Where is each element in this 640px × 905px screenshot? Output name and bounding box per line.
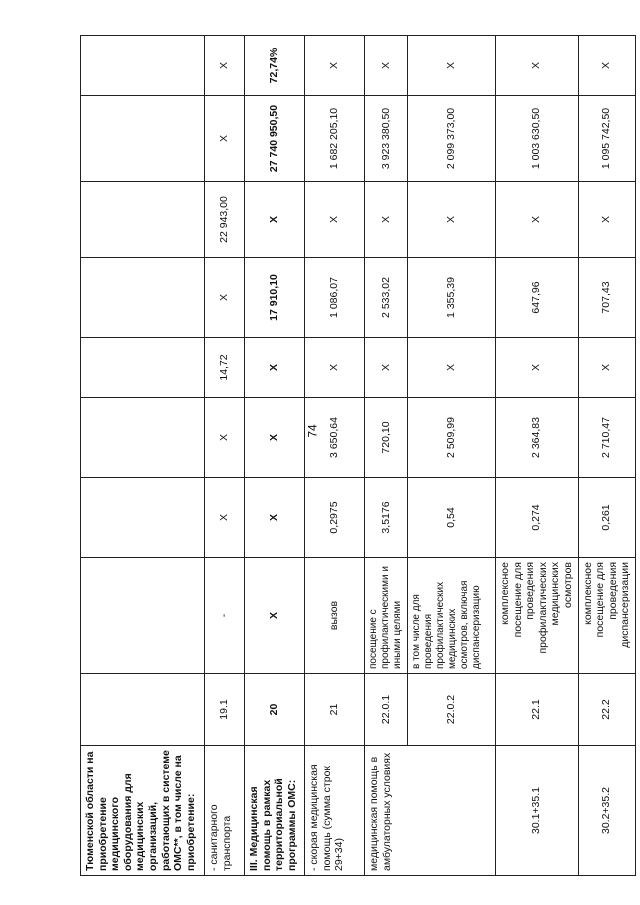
budget-norm-cell: X xyxy=(245,338,305,398)
oms-sum-cell: 1 003 630,50 xyxy=(496,96,579,182)
unit-cell xyxy=(81,558,205,674)
percent-cell xyxy=(81,36,205,96)
unit-cell: вызов xyxy=(305,558,365,674)
table-row xyxy=(365,36,408,876)
budget-sum-cell: X xyxy=(245,182,305,258)
cost-cell: 2 710,47 xyxy=(578,398,635,478)
oms-norm-cell: 1 355,39 xyxy=(408,258,496,338)
budget-norm-cell: X xyxy=(408,338,496,398)
oms-sum-cell: X xyxy=(205,96,245,182)
percent-cell: X xyxy=(305,36,365,96)
percent-cell: X xyxy=(496,36,579,96)
table-row xyxy=(245,36,305,876)
row-formula: 30.2+35.2 xyxy=(578,746,635,876)
cost-cell: 2 364,83 xyxy=(496,398,579,478)
volume-cell: 0,2975 xyxy=(305,478,365,558)
cost-cell xyxy=(81,398,205,478)
volume-cell: 0,54 xyxy=(408,478,496,558)
oms-norm-cell: 17 910,10 xyxy=(245,258,305,338)
budget-norm-cell: X xyxy=(496,338,579,398)
budget-norm-cell: X xyxy=(365,338,408,398)
row-label: - санитарного транспорта xyxy=(205,746,245,876)
table-row xyxy=(496,36,579,876)
row-label: III. Медицинская помощь в рамках территориальной программы ОМС: xyxy=(245,746,305,876)
oms-norm-cell: 2 533,02 xyxy=(365,258,408,338)
row-formula: 30.1+35.1 xyxy=(496,746,579,876)
row-number: 22.0.2 xyxy=(408,674,496,746)
percent-cell: X xyxy=(365,36,408,96)
row-number: 20 xyxy=(245,674,305,746)
unit-cell: в том числе для проведения профилактических медицинских осмотров, включая диспансеризацию xyxy=(408,558,496,674)
oms-norm-cell: 707,43 xyxy=(578,258,635,338)
oms-norm-cell: X xyxy=(205,258,245,338)
budget-norm-cell: X xyxy=(305,338,365,398)
row-label: Тюменской области на приобретение медицинского оборудования для медицинских организаций, работающих в системе ОМС**, в том числе на приобретение: xyxy=(81,746,205,876)
table-row xyxy=(81,36,205,876)
oms-norm-cell xyxy=(81,258,205,338)
table-row xyxy=(305,36,365,876)
oms-sum-cell: 3 923 380,50 xyxy=(365,96,408,182)
budget-sum-cell: X xyxy=(408,182,496,258)
unit-cell: комплексное посещение для проведения диспансеризации xyxy=(578,558,635,674)
volume-cell: 0,261 xyxy=(578,478,635,558)
budget-sum-cell: X xyxy=(578,182,635,258)
volume-cell xyxy=(81,478,205,558)
cost-cell: 2 509,99 xyxy=(408,398,496,478)
budget-norm-cell xyxy=(81,338,205,398)
budget-norm-cell: X xyxy=(578,338,635,398)
row-number xyxy=(81,674,205,746)
rotated-table-region xyxy=(80,36,632,876)
row-number: 22.1 xyxy=(496,674,579,746)
oms-sum-cell: 2 099 373,00 xyxy=(408,96,496,182)
volume-cell: X xyxy=(205,478,245,558)
cost-cell: 720,10 xyxy=(365,398,408,478)
volume-cell: 3,5176 xyxy=(365,478,408,558)
unit-cell: комплексное посещение для проведения профилактических медицинских осмотров xyxy=(496,558,579,674)
percent-cell: X xyxy=(205,36,245,96)
page-number: 74 xyxy=(305,424,320,438)
budget-sum-cell: X xyxy=(496,182,579,258)
percent-cell: X xyxy=(408,36,496,96)
budget-sum-cell: X xyxy=(305,182,365,258)
row-label: - скорая медицинская помощь (сумма строк 29+34) xyxy=(305,746,365,876)
group-label: медицинская помощь в амбулаторных условиях xyxy=(365,746,496,876)
table-row xyxy=(578,36,635,876)
percent-cell: X xyxy=(578,36,635,96)
table-row xyxy=(205,36,245,876)
oms-sum-cell: 1 682 205,10 xyxy=(305,96,365,182)
oms-norm-cell: 647,96 xyxy=(496,258,579,338)
budget-sum-cell: 22 943,00 xyxy=(205,182,245,258)
row-number: 21 xyxy=(305,674,365,746)
oms-sum-cell: 27 740 950,50 xyxy=(245,96,305,182)
row-number: 22.2 xyxy=(578,674,635,746)
budget-norm-cell: 14,72 xyxy=(205,338,245,398)
percent-cell: 72,74% xyxy=(245,36,305,96)
budget-sum-cell: X xyxy=(365,182,408,258)
row-number: 22.0.1 xyxy=(365,674,408,746)
cost-cell: X xyxy=(205,398,245,478)
table-container xyxy=(80,36,632,876)
financing-table xyxy=(80,35,636,876)
cost-cell: X xyxy=(245,398,305,478)
cost-cell: 3 650,64 xyxy=(305,398,365,478)
oms-sum-cell xyxy=(81,96,205,182)
volume-cell: 0,274 xyxy=(496,478,579,558)
budget-sum-cell xyxy=(81,182,205,258)
unit-cell: X xyxy=(245,558,305,674)
oms-norm-cell: 1 086,07 xyxy=(305,258,365,338)
oms-sum-cell: 1 095 742,50 xyxy=(578,96,635,182)
unit-cell: посещение с профилактическими и иными целями xyxy=(365,558,408,674)
unit-cell: - xyxy=(205,558,245,674)
volume-cell: X xyxy=(245,478,305,558)
row-number: 19.1 xyxy=(205,674,245,746)
